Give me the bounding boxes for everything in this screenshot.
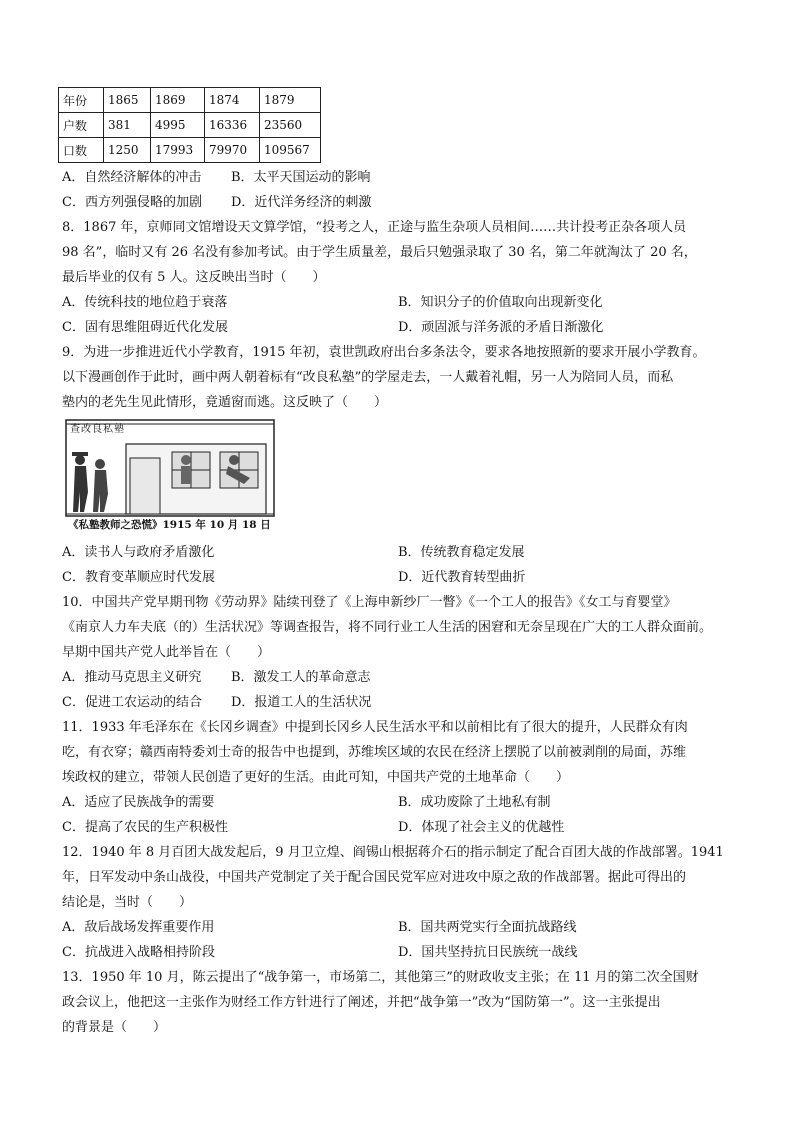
table-cell: 1250: [104, 138, 151, 163]
table-cell: 4995: [151, 113, 205, 138]
q9-option-b[interactable]: B．传统教育稳定发展: [398, 545, 525, 560]
table-cell: 户数: [59, 113, 104, 138]
q9-stem-line: 9．为进一步推进近代小学教育，1915 年初，袁世凯政府出台多条法令，要求各地按照新的要求开展小学教育。: [62, 345, 706, 360]
q11-stem-line: 11．1933 年毛泽东在《长冈乡调查》中提到长冈乡人民生活水平和以前相比有了很大的提升，人民群众有肉: [62, 720, 688, 735]
q11-stem-line: 埃政权的建立，带领人民创造了更好的生活。由此可知，中国共产党的土地革命（ ）: [62, 770, 570, 785]
q9-stem-line: 以下漫画创作于此时，画中两人朝着标有“改良私塾”的学屋走去，一人戴着礼帽，另一人为陪同人员，而私: [62, 370, 674, 385]
table-cell: 口数: [59, 138, 104, 163]
q9-stem-line: 塾内的老先生见此情形，竟遁窗而逃。这反映了（ ）: [62, 395, 388, 410]
q7-option-d[interactable]: D．近代洋务经济的刺激: [231, 195, 372, 210]
q12-option-a[interactable]: A．敌后战场发挥重要作用: [62, 920, 215, 935]
q12-option-d[interactable]: D．国共坚持抗日民族统一战线: [398, 945, 578, 960]
q10-stem-line: 早期中国共产党人此举旨在（ ）: [62, 645, 271, 660]
table-row: [59, 88, 321, 113]
q8-option-d[interactable]: D．顽固派与洋务派的矛盾日渐激化: [398, 320, 604, 335]
cartoon-caption: 《私塾教师之恐慌》1915 年 10 月 18 日: [68, 519, 271, 531]
table-cell: 1865: [104, 88, 151, 113]
q12-stem-line: 12．1940 年 8 月百团大战发起后，9 月卫立煌、阎锡山根据蒋介石的指示制定了配合百团大战的作战部署。1941: [62, 845, 724, 860]
q11-stem-line: 吃，有衣穿；赣西南特委刘士奇的报告中也提到，苏维埃区域的农民在经济上摆脱了以前被剥削的局面，苏维: [62, 745, 687, 760]
q10-option-b[interactable]: B．激发工人的革命意志: [231, 670, 371, 685]
q8-stem-line: 98 名”，临时又有 26 名没有参加考试。由于学生质量差，最后只勉强录取了 30 名，第二年就淘汰了 20 名，: [62, 245, 697, 260]
q12-option-b[interactable]: B．国共两党实行全面抗战路线: [398, 920, 577, 935]
q13-stem-line: 13．1950 年 10 月，陈云提出了“战争第一，市场第二，其他第三”的财政收支主张；在 11 月的第二次全国财: [62, 970, 699, 985]
table-cell: 109567: [260, 138, 321, 163]
q10-stem-line: 《南京人力车夫底（的）生活状况》等调查报告，将不同行业工人生活的困窘和无奈呈现在广大的工人群众面前。: [62, 620, 713, 635]
table-cell: 17993: [151, 138, 205, 163]
q8-stem-line: 最后毕业的仅有 5 人。这反映出当时（ ）: [62, 270, 326, 285]
q11-option-c[interactable]: C．提高了农民的生产积极性: [62, 820, 228, 835]
q7-option-a[interactable]: A．自然经济解体的冲击: [62, 170, 202, 185]
table-cell: 23560: [260, 113, 321, 138]
q11-option-a[interactable]: A．适应了民族战争的需要: [62, 795, 215, 810]
table-row: [59, 113, 321, 138]
q13-stem-line: 政会议上，他把这一主张作为财经工作方针进行了阐述，并把“战争第一”改为“国防第一”。这一主张提出: [62, 995, 661, 1010]
q11-option-d[interactable]: D．体现了社会主义的优越性: [398, 820, 565, 835]
table-cell: 1879: [260, 88, 321, 113]
q8-option-c[interactable]: C．固有思维阻碍近代化发展: [62, 320, 228, 335]
q10-option-d[interactable]: D．报道工人的生活状况: [231, 695, 372, 710]
q7-option-b[interactable]: B．太平天国运动的影响: [231, 170, 371, 185]
table-row: [59, 138, 321, 163]
q7-option-c[interactable]: C．西方列强侵略的加剧: [62, 195, 202, 210]
q10-option-a[interactable]: A．推动马克思主义研究: [62, 670, 202, 685]
table-cell: 79970: [205, 138, 260, 163]
cartoon-sign-text: 查改良私塾: [70, 424, 125, 435]
q11-option-b[interactable]: B．成功废除了土地私有制: [398, 795, 551, 810]
q9-option-c[interactable]: C．教育变革顺应时代发展: [62, 570, 215, 585]
q10-stem-line: 10．中国共产党早期刊物《劳动界》陆续刊登了《上海申新纱厂一瞥》《一个工人的报告》《女工与育婴堂》: [62, 595, 677, 610]
q12-option-c[interactable]: C．抗战进入战略相持阶段: [62, 945, 215, 960]
cartoon-image: [64, 418, 276, 534]
q9-option-d[interactable]: D．近代教育转型曲折: [398, 570, 526, 585]
q8-option-b[interactable]: B．知识分子的价值取向出现新变化: [398, 295, 603, 310]
q13-stem-line: 的背景是（ ）: [62, 1020, 167, 1035]
q9-option-a[interactable]: A．读书人与政府矛盾激化: [62, 545, 215, 560]
q12-stem-line: 年，日军发动中条山战役，中国共产党制定了关于配合国民党军应对进攻中原之敌的作战部署。据此可得出的: [62, 870, 687, 885]
table-cell: 381: [104, 113, 151, 138]
table-cell: 1874: [205, 88, 260, 113]
q8-option-a[interactable]: A．传统科技的地位趋于衰落: [62, 295, 228, 310]
q10-option-c[interactable]: C．促进工农运动的结合: [62, 695, 202, 710]
table-cell: 16336: [205, 113, 260, 138]
table-cell: 1869: [151, 88, 205, 113]
q12-stem-line: 结论是，当时（ ）: [62, 895, 193, 910]
population-table: [58, 87, 321, 163]
q8-stem-line: 8．1867 年，京师同文馆增设天文算学馆，“投考之人，正途与监生杂项人员相间……共计投考正杂各项人员: [62, 220, 687, 235]
table-cell: 年份: [59, 88, 104, 113]
